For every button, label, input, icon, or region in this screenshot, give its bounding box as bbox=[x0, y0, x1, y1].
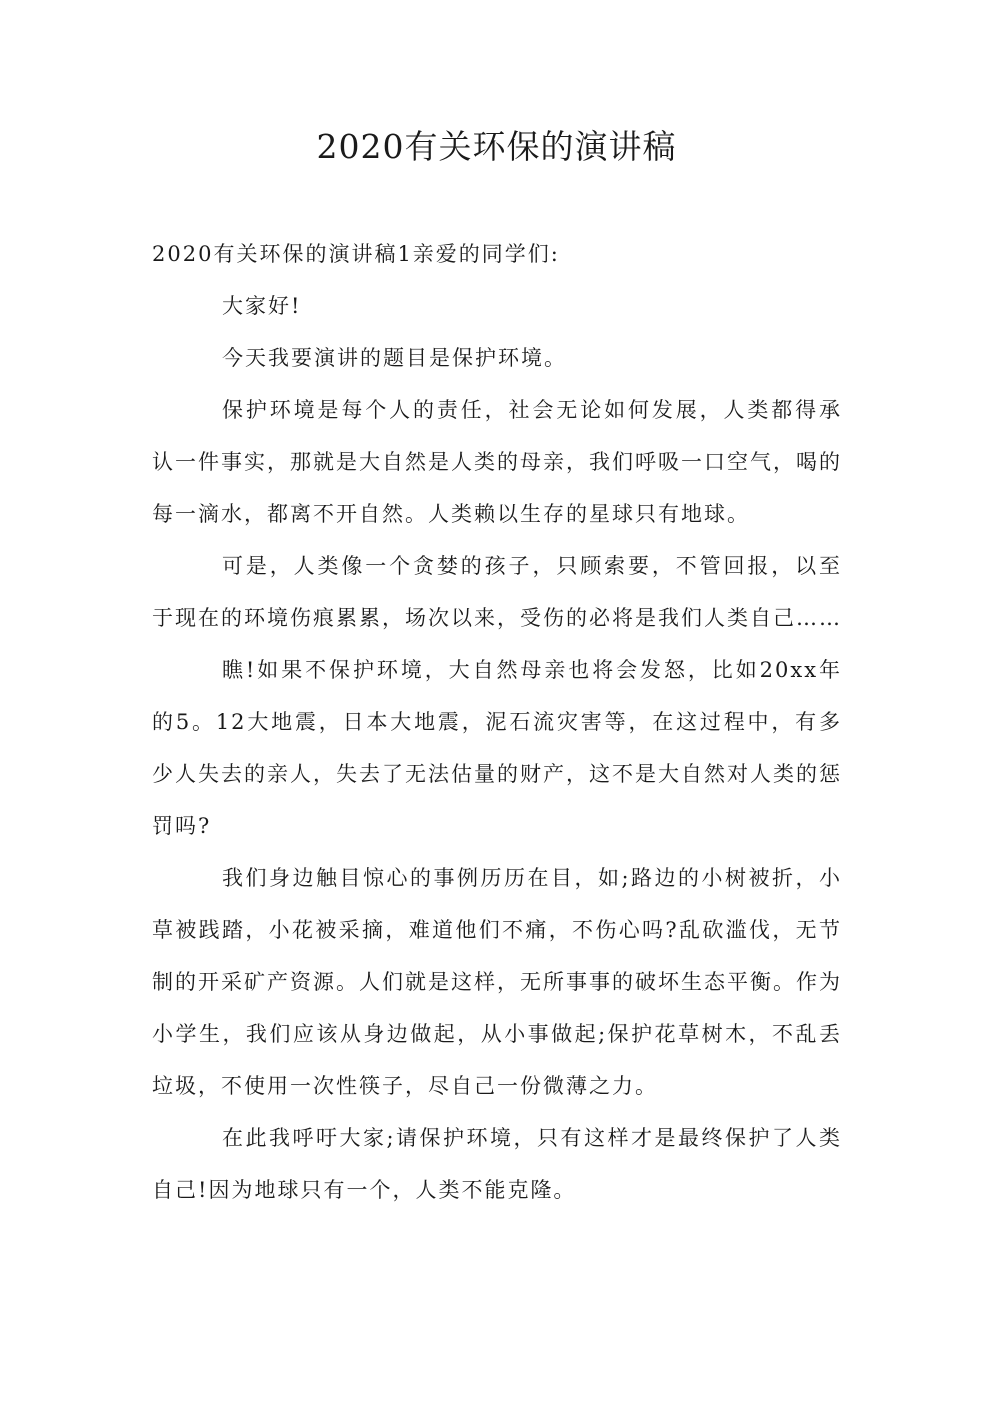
closing-paragraph: 在此我呼吁大家;请保护环境，只有这样才是最终保护了人类自己!因为地球只有一个，人类不能克隆。 bbox=[152, 1126, 842, 1202]
topic-paragraph: 今天我要演讲的题目是保护环境。 bbox=[222, 346, 567, 370]
body-paragraph: 可是，人类像一个贪婪的孩子，只顾索要，不管回报，以至于现在的环境伤痕累累，场次以来，受伤的必将是我们人类自己…… bbox=[152, 554, 842, 630]
body-paragraph: 保护环境是每个人的责任，社会无论如何发展，人类都得承认一件事实，那就是大自然是人类的母亲，我们呼吸一口空气，喝的每一滴水，都离不开自然。人类赖以生存的星球只有地球。 bbox=[152, 398, 842, 526]
body-paragraph: 瞧!如果不保护环境，大自然母亲也将会发怒，比如20xx年的5。12大地震，日本大地震，泥石流灾害等，在这过程中，有多少人失去的亲人，失去了无法估量的财产，这不是大自然对人类的惩罚吗? bbox=[152, 658, 842, 838]
body-paragraph: 我们身边触目惊心的事例历历在目，如;路边的小树被折，小草被践踏，小花被采摘，难道他们不痛，不伤心吗?乱砍滥伐，无节制的开采矿产资源。人们就是这样，无所事事的破坏生态平衡。作为小学生，我们应该从身边做起，从小事做起;保护花草树木，不乱丢垃圾，不使用一次性筷子，尽自己一份微薄之力。 bbox=[152, 866, 842, 1098]
opening-line: 2020有关环保的演讲稿1亲爱的同学们: bbox=[152, 242, 560, 266]
greeting-paragraph: 大家好! bbox=[222, 294, 302, 318]
page-title: 2020有关环保的演讲稿 bbox=[316, 127, 677, 166]
document-body bbox=[152, 228, 842, 1216]
